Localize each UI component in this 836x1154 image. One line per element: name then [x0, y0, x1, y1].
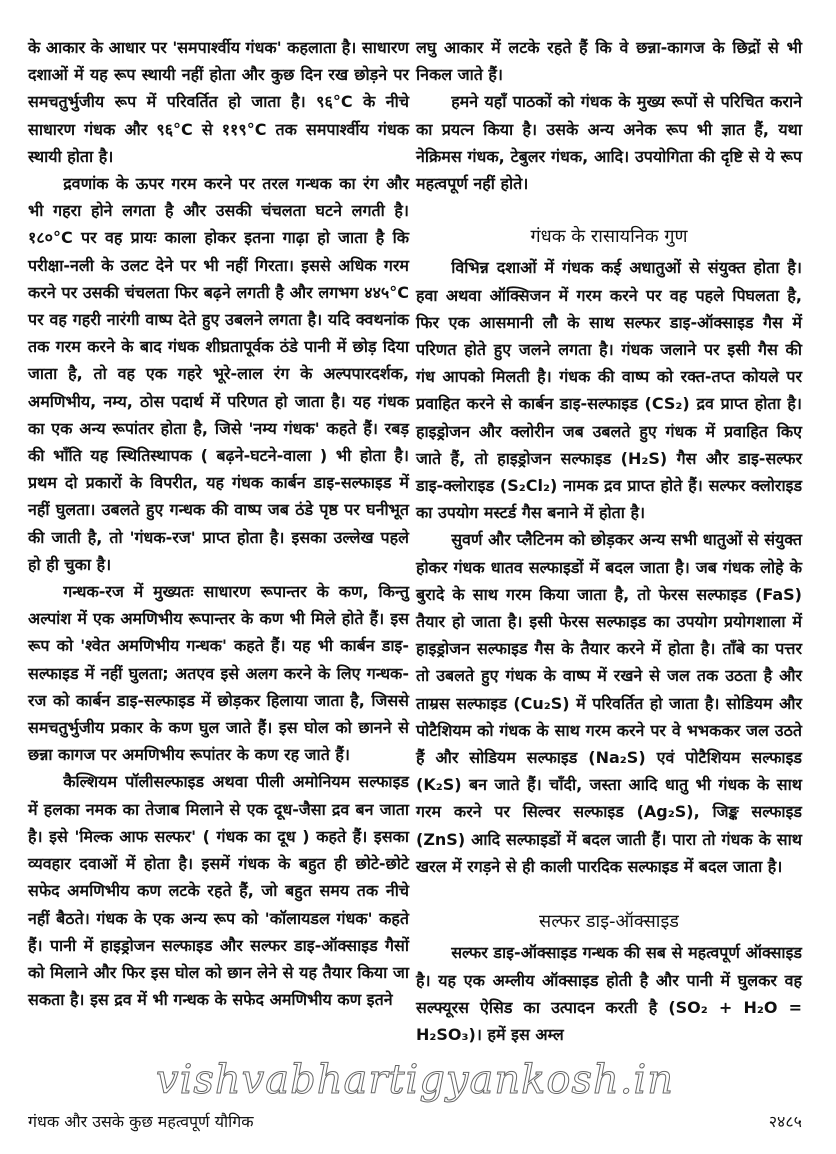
paragraph: हमने यहाँ पाठकों को गंधक के मुख्य रूपों से परिचित कराने का प्रयत्न किया है। उसके अन्य अनेक रूप भी ज्ञात हैं, यथा नेक्रिमस गंधक, टेबुलर गंधक, आदि। उपयोगिता की दृष्टि से ये रूप महत्वपूर्ण नहीं होते। — [416, 92, 802, 194]
paragraph: लघु आकार में लटके रहते हैं कि वे छन्ना-कागज के छिद्रों से भी निकल जाते हैं। — [416, 38, 802, 85]
paragraph: गन्धक-रज में मुख्यतः साधारण रूपान्तर के कण, किन्तु अल्पांश में एक अमणिभीय रूपान्तर के कण भी मिले होते हैं। इस रूप को 'श्वेत अमणिभीय गन्धक' कहते हैं। यह भी कार्बन डाइ-सल्फाइड में नहीं घुलता; अतएव इसे अलग करने के लिए गन्धक-रज को कार्बन डाइ-सल्फाइड में छोड़कर हिलाया जाता है, जिससे समचतुर्भुजीय प्रकार के कण घुल जाते हैं। इस घोल को छानने से छन्ना कागज पर अमणिभीय रूपांतर के कण रह जाते हैं। — [28, 582, 409, 765]
paragraph: सल्फर डाइ-ऑक्साइड गन्धक की सब से महत्वपूर्ण ऑक्साइड है। यह एक अम्लीय ऑक्साइड होती है और पानी में घुलकर वह सल्फ्यूरस ऐसिड का उत्पादन करती है (SO₂ + H₂O = H₂SO₃)। हमें इस अम्ल — [416, 943, 802, 1044]
paragraph: के आकार के आधार पर 'समपार्श्वीय गंधक' कहलाता है। साधारण दशाओं में यह रूप स्थायी नहीं होता और कुछ दिन रख छोड़ने पर समचतुर्भुजीय रूप में परिवर्तित हो जाता है। ९६°C के नीचे साधारण गंधक और ९६°C से ११९°C तक समपार्श्वीय गंधक स्थायी होता है। — [28, 38, 409, 166]
section-heading-sulfur-dioxide: सल्फर डाइ-ऑक्साइड — [539, 911, 679, 933]
paragraph: द्रवणांक के ऊपर गरम करने पर तरल गन्धक का रंग और भी गहरा होने लगता है और उसकी चंचलता घटने लगती है। १८०°C पर वह प्रायः काला होकर इतना गाढ़ा हो जाता है कि परीक्षा-नली के उलट देने पर भी नहीं गिरता। इससे अधिक गरम करने पर उसकी चंचलता फिर बढ़ने लगती है और लगभग ४४५°C पर वह गहरी नारंगी वाष्प देते हुए उबलने लगता है। यदि क्वथनांक तक गरम करने के बाद गंधक शीघ्रतापूर्वक ठंडे पानी में छोड़ दिया जाता है, तो वह एक गहरे भूरे-लाल रंग के अल्पपारदर्शक, अमणिभीय, नम्य, ठोस पदार्थ में परिणत हो जाता है। यह गंधक का एक अन्य रूपांतर होता है, जिसे 'नम्य गंधक' कहते हैं। रबड़ की भाँति यह स्थितिस्थापक ( बढ़ने-घटने-वाला ) भी होता है। प्रथम दो प्रकारों के विपरीत, यह गंधक कार्बन डाइ-सल्फाइड में नहीं घुलता। उबलते हुए गन्धक की वाष्प जब ठंडे पृष्ठ पर घनीभूत की जाती है, तो 'गंधक-रज' प्राप्त होता है। इसका उल्लेख पहले हो ही चुका है। — [28, 174, 409, 574]
right-column — [416, 34, 802, 1048]
paragraph: कैल्शियम पॉलीसल्फाइड अथवा पीली अमोनियम सल्फाइड में हलका नमक का तेजाब मिलाने से एक दूध-जैसा द्रव बन जाता है। इसे 'मिल्क आफ सल्फर' ( गंधक का दूध ) कहते हैं। इसका व्यवहार दवाओं में होता है। इसमें गंधक के बहुत ही छोटे-छोटे सफेद अमणिभीय कण लटके रहते हैं, जो बहुत समय तक नीचे नहीं बैठते। गंधक के एक अन्य रूप को 'कॉलायडल गंधक' कहते हैं। पानी में हाइड्रोजन सल्फाइड और सल्फर डाइ-ऑक्साइड गैसों को मिलाने और फिर इस घोल को छान लेने से यह तैयार किया जा सकता है। इस द्रव में भी गन्धक के सफेद अमणिभीय कण इतने — [28, 772, 409, 1010]
section-heading-chemical-properties: गंधक के रासायनिक गुण — [530, 226, 688, 248]
running-footer-title: गंधक और उसके कुछ महत्वपूर्ण यौगिक — [28, 1112, 254, 1132]
page-number: २४८५ — [768, 1112, 802, 1132]
left-column — [28, 34, 409, 1013]
paragraph: विभिन्न दशाओं में गंधक कई अधातुओं से संयुक्त होता है। हवा अथवा ऑक्सिजन में गरम करने पर वह पहले पिघलता है, फिर एक आसमानी लौ के साथ सल्फर डाइ-ऑक्साइड गैस में परिणत होते हुए जलने लगता है। गंधक जलाने पर इसी गैस की गंध आपको मिलती है। गंधक की वाष्प को रक्त-तप्त कोयले पर प्रवाहित करने से कार्बन डाइ-सल्फाइड (CS₂) द्रव प्राप्त होता है। हाइड्रोजन और क्लोरीन जब उबलते हुए गंधक में प्रवाहित किए जाते हैं, तो हाइड्रोजन सल्फाइड (H₂S) गैस और डाइ-सल्फर डाइ-क्लोराइड (S₂Cl₂) नामक द्रव प्राप्त होते हैं। सल्फर क्लोराइड का उपयोग मस्टर्ड गैस बनाने में होता है। — [416, 258, 802, 523]
watermark: vishvabhartigyankosh.in — [155, 1057, 675, 1104]
page-footer — [28, 1110, 802, 1134]
two-column-body — [28, 34, 802, 1048]
paragraph: सुवर्ण और प्लैटिनम को छोड़कर अन्य सभी धातुओं से संयुक्त होकर गंधक धातव सल्फाइडों में बदल जाता है। जब गंधक लोहे के बुरादे के साथ गरम किया जाता है, तो फेरस सल्फाइड (FaS) तैयार हो जाता है। इसी फेरस सल्फाइड का उपयोग प्रयोगशाला में हाइड्रोजन सल्फाइड गैस के तैयार करने में होता है। ताँबे का पत्तर तो उबलते हुए गंधक के वाष्प में रखने से जल तक उठता है और ताम्रस सल्फाइड (Cu₂S) में परिवर्तित हो जाता है। सोडियम और पोटैशियम को गंधक के साथ गरम करने पर वे भभककर जल उठते हैं और सोडियम सल्फाइड (Na₂S) एवं पोटैशियम सल्फाइड (K₂S) बन जाते हैं। चाँदी, जस्ता आदि धातु भी गंधक के साथ गरम करने पर सिल्वर सल्फाइड (Ag₂S), जिङ्क सल्फाइड (ZnS) आदि सल्फाइडों में बदल जाती हैं। पारा तो गंधक के साथ खरल में रगड़ने से ही काली पारदिक सल्फाइड में बदल जाता है। — [416, 530, 802, 876]
